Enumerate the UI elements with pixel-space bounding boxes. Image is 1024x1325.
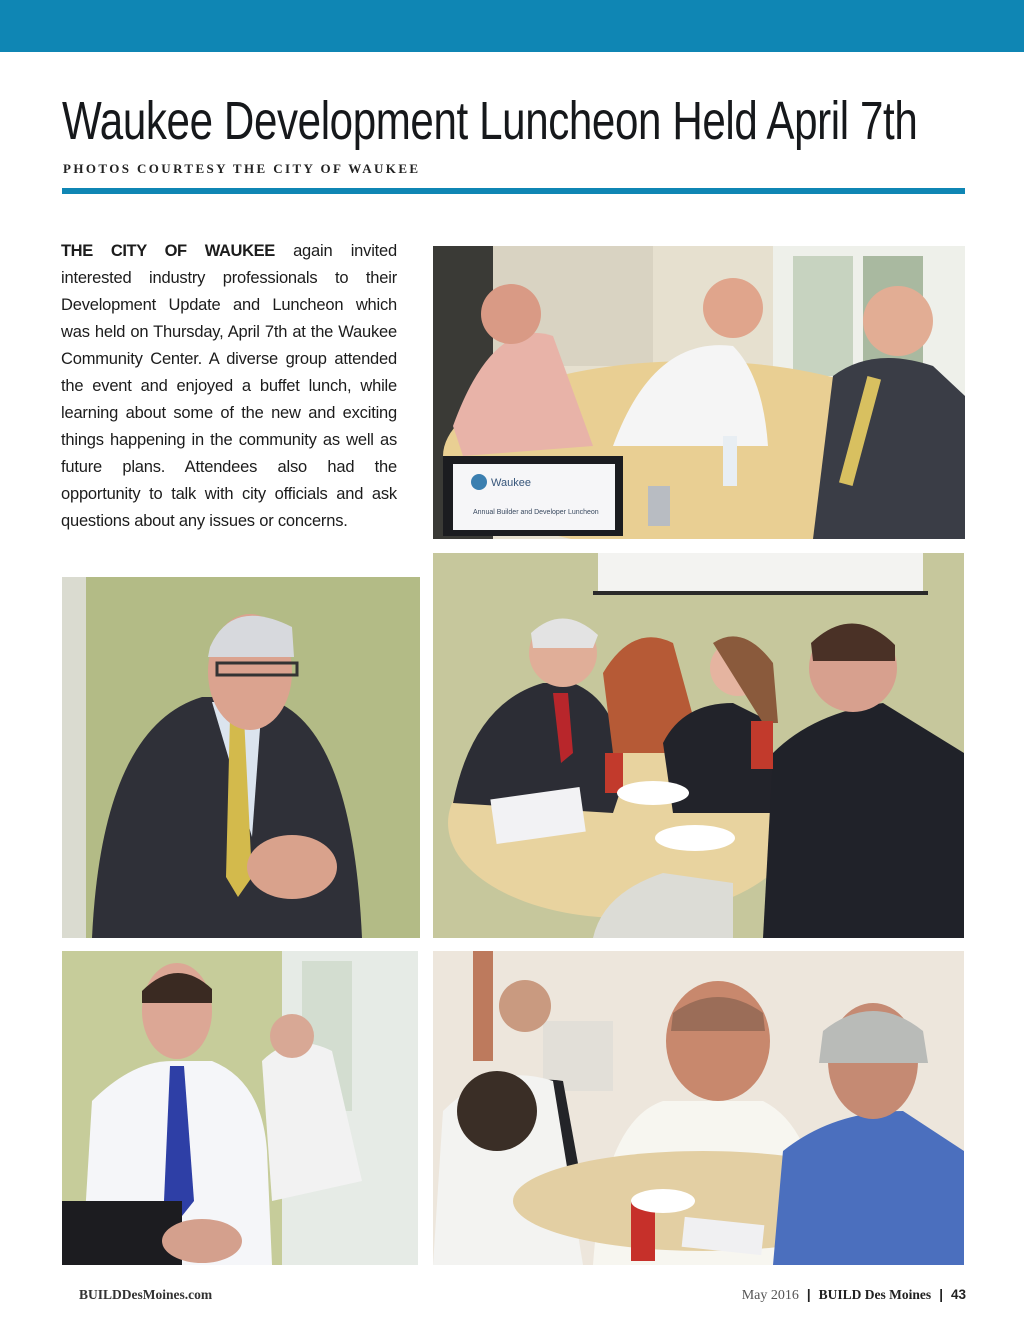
photo-table-group [433, 246, 965, 539]
laptop-logo: Waukee [491, 477, 531, 489]
page-title: Waukee Development Luncheon Held April 7th [62, 91, 918, 151]
article-text: again invited interested industry professionals to their Development Update and Luncheon which was held on Thursday, April 7th at the Waukee Community Center. A diverse group attended the event and enjoyed a buffet lunch, while learning about some of the new and exciting things happening in the community as well as future plans. Attendees also had the opportunity to talk with city officials and ask questions about any issues or concerns. [61, 242, 397, 530]
photo-lunch-table [433, 951, 964, 1265]
page-number: 43 [950, 1287, 966, 1302]
top-color-bar [0, 0, 1024, 52]
title-divider [62, 188, 965, 194]
photo-credit: PHOTOS COURTESY THE CITY OF WAUKEE [63, 161, 421, 176]
footer-meta [742, 1287, 966, 1304]
photo-seated-man [62, 951, 418, 1265]
footer-separator: | [806, 1287, 811, 1302]
article-lead: THE CITY OF WAUKEE [61, 242, 275, 260]
footer-magazine: BUILD Des Moines [818, 1287, 932, 1302]
laptop-caption: Annual Builder and Developer Luncheon [473, 509, 599, 516]
article-body [61, 238, 397, 535]
footer-date: May 2016 [741, 1288, 799, 1303]
photo-speaker [62, 577, 420, 938]
footer-separator-2: | [939, 1287, 943, 1302]
photo-round-table [433, 553, 964, 938]
footer-website: BUILDDesMoines.com [79, 1287, 213, 1302]
